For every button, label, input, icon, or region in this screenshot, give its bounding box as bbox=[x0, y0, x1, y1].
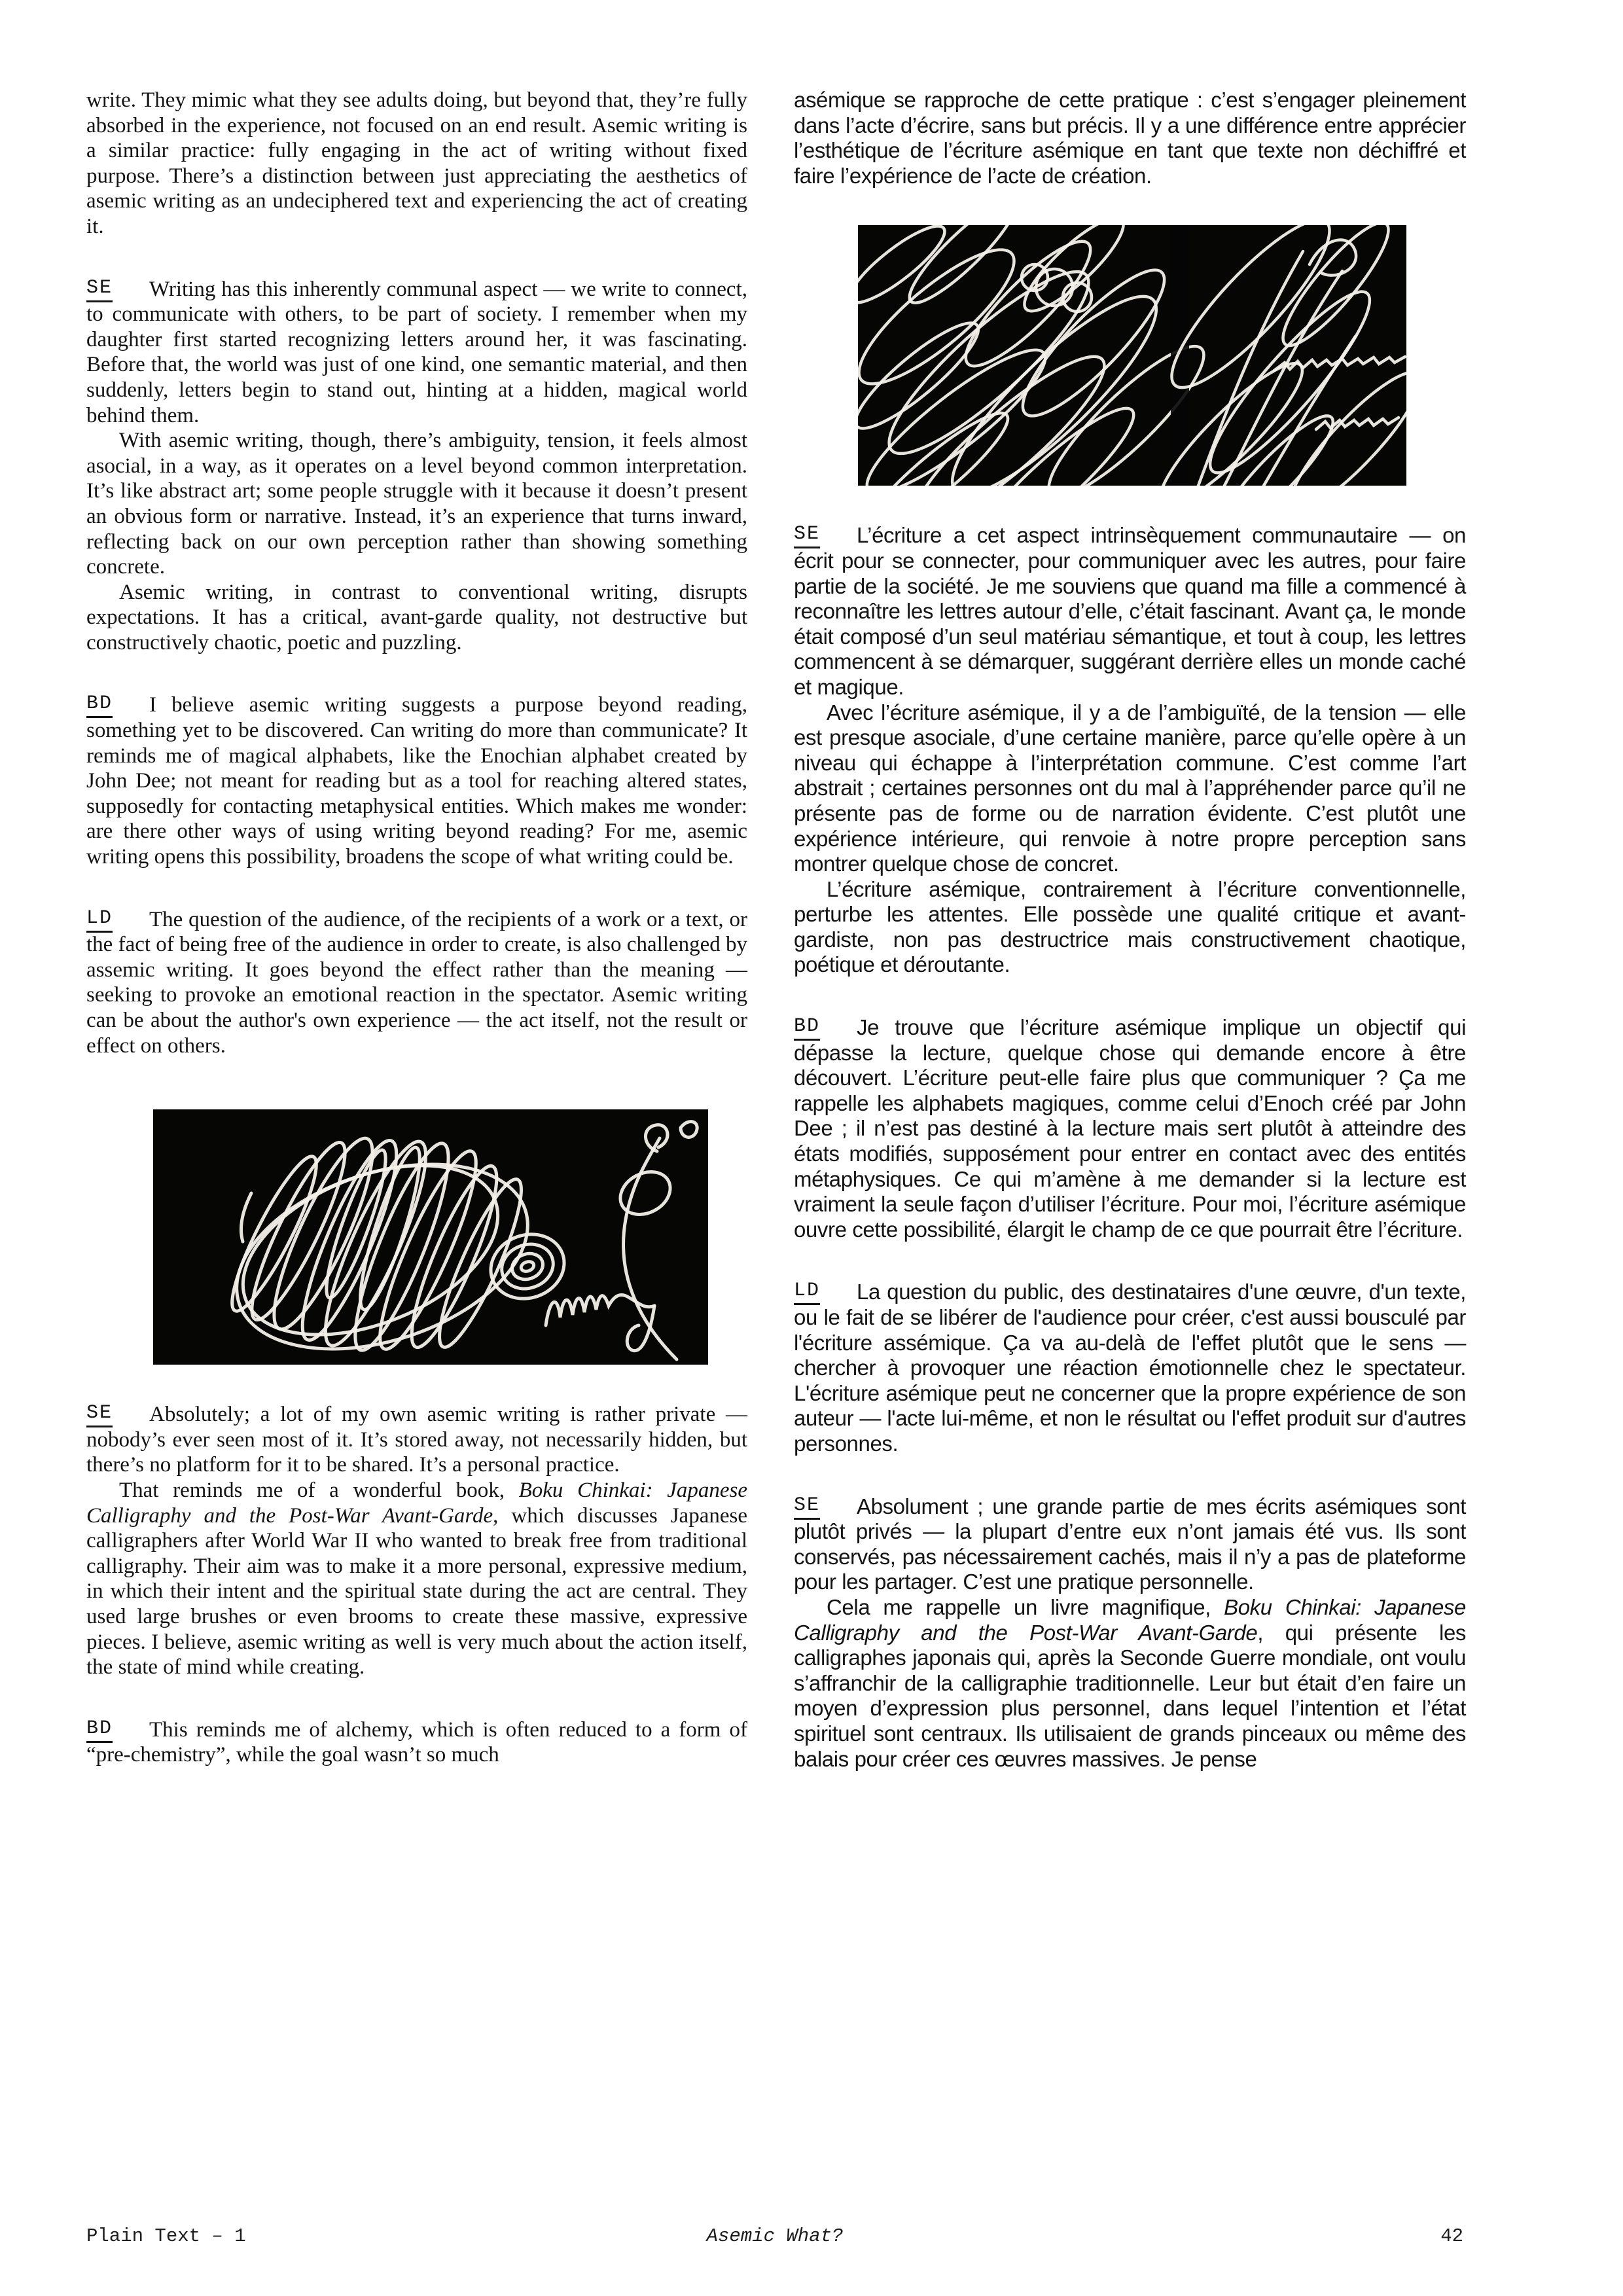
speaker-block bbox=[794, 1015, 1466, 1242]
speaker-block bbox=[794, 1494, 1466, 1772]
paragraph: Absolument ; une grande partie de mes écrits asémiques sont plutôt privés — la plupart d’entre eux n’ont jamais été vus. Ils sont conservés, pas nécessairement cachés, mais il n’y a pas de plateforme pour les partager. C’est une pratique personnelle. bbox=[794, 1494, 1466, 1594]
speaker-label: SE bbox=[794, 524, 820, 548]
speaker-block bbox=[86, 1717, 747, 1768]
paragraph: Cela me rappelle un livre magnifique, Boku Chinkai: Japanese Calligraphy and the Post-War Avant-Garde, qui présente les calligraphes japonais qui, après la Seconde Guerre mondiale, ont voulu s’affranchir de la calligraphie traditionnelle. Leur but était d’en faire un moyen d’expression plus personnel, dans lequel l’intention et l’état spirituel sont centraux. Ils utilisaient de grands pinceaux ou même des balais pour créer ces œuvres massives. Je pense bbox=[794, 1594, 1467, 1771]
speaker-label: BD bbox=[86, 694, 113, 718]
continued-paragraph-block bbox=[86, 88, 747, 240]
asemic-scribble-artwork bbox=[153, 1109, 747, 1365]
paragraph: This reminds me of alchemy, which is often reduced to a form of “pre-chemistry”, while the goal wasn’t so much bbox=[86, 1717, 747, 1767]
paragraph: La question du public, des destinataires d'une œuvre, d'un texte, ou le fait de se libérer de l'audience pour créer, c'est aussi bousculé par l'écriture assémique. Ça va au-delà de l'effet plutôt que le sens — chercher à provoquer une réaction émotionnelle chez le spectateur. L'écriture asémique peut ne concerner que la propre expérience de son auteur — l'acte lui-même, et non le résultat ou l'effet produit sur d'autres personnes. bbox=[794, 1280, 1466, 1456]
speaker-block bbox=[794, 1280, 1466, 1456]
left-column-english bbox=[86, 88, 747, 1768]
paragraph: Absolutely; a lot of my own asemic writing is rather private — nobody’s ever seen most of it. It’s stored away, not necessarily hidden, but there’s no platform for it to be shared. It’s a personal practice. bbox=[86, 1403, 747, 1477]
speaker-block bbox=[86, 277, 747, 656]
paragraph: Avec l’écriture asémique, il y a de l’ambiguïté, de la tension — elle est presque asociale, d’une certaine manière, parce qu’elle opère à un niveau qui échappe à l’interprétation commune. C’est comme l’art abstrait ; certaines personnes ont du mal à l’appréhender parce qu’il ne présente pas de forme ou de narration évidente. C’est plutôt une expérience intérieure, qui renvoie à notre propre perception sans montrer quelque chose de concret. bbox=[794, 700, 1466, 876]
speaker-block bbox=[86, 692, 747, 869]
asemic-scribble-artwork bbox=[858, 225, 1466, 486]
speaker-block bbox=[794, 523, 1466, 978]
paragraph: L’écriture asémique, contrairement à l’écriture conventionnelle, perturbe les attentes. Elle possède une qualité critique et avant-gardiste, non pas destructrice mais constructivement chaotique, poétique et déroutante. bbox=[794, 876, 1466, 977]
asemic-scribble-image bbox=[153, 1109, 708, 1365]
footer-page-number: 42 bbox=[1440, 2225, 1463, 2247]
paragraph: L’écriture a cet aspect intrinsèquement communautaire — on écrit pour se connecter, pour communiquer avec les autres, pour faire partie de la société. Je me souviens que quand ma fille a commencé à reconnaître les lettres autour d’elle, c’était fascinant. Avant ça, le monde était composé d’un seul matériau sémantique, et tout à coup, les lettres commencent à se démarquer, suggérant derrière elles un monde caché et magique. bbox=[794, 523, 1466, 699]
speaker-label: SE bbox=[86, 1403, 113, 1427]
speaker-label: LD bbox=[794, 1281, 820, 1305]
speaker-label: SE bbox=[794, 1496, 820, 1520]
paragraph: Writing has this inherently communal aspect — we write to connect, to communicate with others, to be part of society. I remember when my daughter first started recognizing letters around her, it was fascinating. Before that, the world was just of one kind, one semantic material, and then suddenly, letters begin to stand out, hinting at a hidden, magical world behind them. bbox=[86, 277, 747, 427]
paragraph: With asemic writing, though, there’s ambiguity, tension, it feels almost asocial, in a way, as it operates on a level beyond common interpretation. It’s like abstract art; some people struggle with it because it doesn’t present an obvious form or narrative. Instead, it’s an experience that turns inward, reflecting back on our own perception rather than showing something concrete. bbox=[86, 429, 747, 579]
paragraph: The question of the audience, of the recipients of a work or a text, or the fact of being free of the audience in order to create, is also challenged by assemic writing. It goes beyond the effect rather than the meaning — seeking to provoke an emotional reaction in the spectator. Asemic writing can be about the author's own experience — the act itself, not the result or effect on others. bbox=[86, 907, 747, 1058]
continued-paragraph-block bbox=[794, 88, 1466, 188]
speaker-block bbox=[86, 907, 747, 1059]
speaker-label: BD bbox=[86, 1719, 113, 1743]
paragraph: asémique se rapproche de cette pratique : c’est s’engager pleinement dans l’acte d’écrire, sans but précis. Il y a une différence entre apprécier l’esthétique de l’écriture asémique en tant que texte non déchiffré et faire l’expérience de l’acte de création. bbox=[794, 88, 1466, 188]
speaker-label: BD bbox=[794, 1016, 820, 1041]
speaker-label: LD bbox=[86, 908, 113, 933]
page-footer bbox=[86, 2225, 1463, 2251]
footer-publication-title: Plain Text – 1 bbox=[86, 2225, 246, 2247]
paragraph: I believe asemic writing suggests a purpose beyond reading, something yet to be discovered. Can writing do more than communicate? It reminds me of magical alphabets, like the Enochian alphabet created by John Dee; not meant for reading but as a tool for reaching altered states, supposedly for contacting metaphysical entities. Which makes me wonder: are there other ways of using writing beyond reading? For me, asemic writing opens this possibility, broadens the scope of what writing could be. bbox=[86, 693, 747, 869]
paragraph: write. They mimic what they see adults doing, but beyond that, they’re fully absorbed in the experience, not focused on an end result. Asemic writing is a similar practice: fully engaging in the act of writing without fixed purpose. There’s a distinction between just appreciating the aesthetics of asemic writing as an undeciphered text and experiencing the act of creating it. bbox=[86, 88, 747, 238]
footer-article-title: Asemic What? bbox=[706, 2225, 844, 2247]
paragraph: Je trouve que l’écriture asémique implique un objectif qui dépasse la lecture, quelque chose qui demande encore à être découvert. L’écriture peut-elle faire plus que communiquer ? Ça me rappelle les alphabets magiques, comme celui d’Enoch créé par John Dee ; il n’est pas destiné à la lecture mais sert plutôt à atteindre des états modifiés, supposément pour entrer en contact avec des entités métaphysiques. Ce qui m’amène à me demander si la lecture est vraiment la seule façon d’utiliser l’écriture. Pour moi, l’écriture asémique ouvre cette possibilité, élargit le champ de ce que pourrait être l’écriture. bbox=[794, 1015, 1466, 1242]
paragraph: Asemic writing, in contrast to conventional writing, disrupts expectations. It has a critical, avant-garde quality, not destructive but constructively chaotic, poetic and puzzling. bbox=[86, 580, 747, 655]
speaker-block bbox=[86, 1402, 747, 1680]
asemic-scribble-image bbox=[858, 225, 1406, 486]
paragraph: That reminds me of a wonderful book, Boku Chinkai: Japanese Calligraphy and the Post-War Avant-Garde, which discusses Japanese calligraphers after World War II who wanted to break free from traditional calligraphy. Their aim was to make it a more personal, expressive medium, in which their intent and the spiritual state during the act are central. They used large brushes or even brooms to create these massive, expressive pieces. I believe, asemic writing as well is very much about the action itself, the state of mind while creating. bbox=[86, 1478, 747, 1679]
speaker-label: SE bbox=[86, 278, 113, 302]
right-column-french bbox=[794, 88, 1466, 1772]
